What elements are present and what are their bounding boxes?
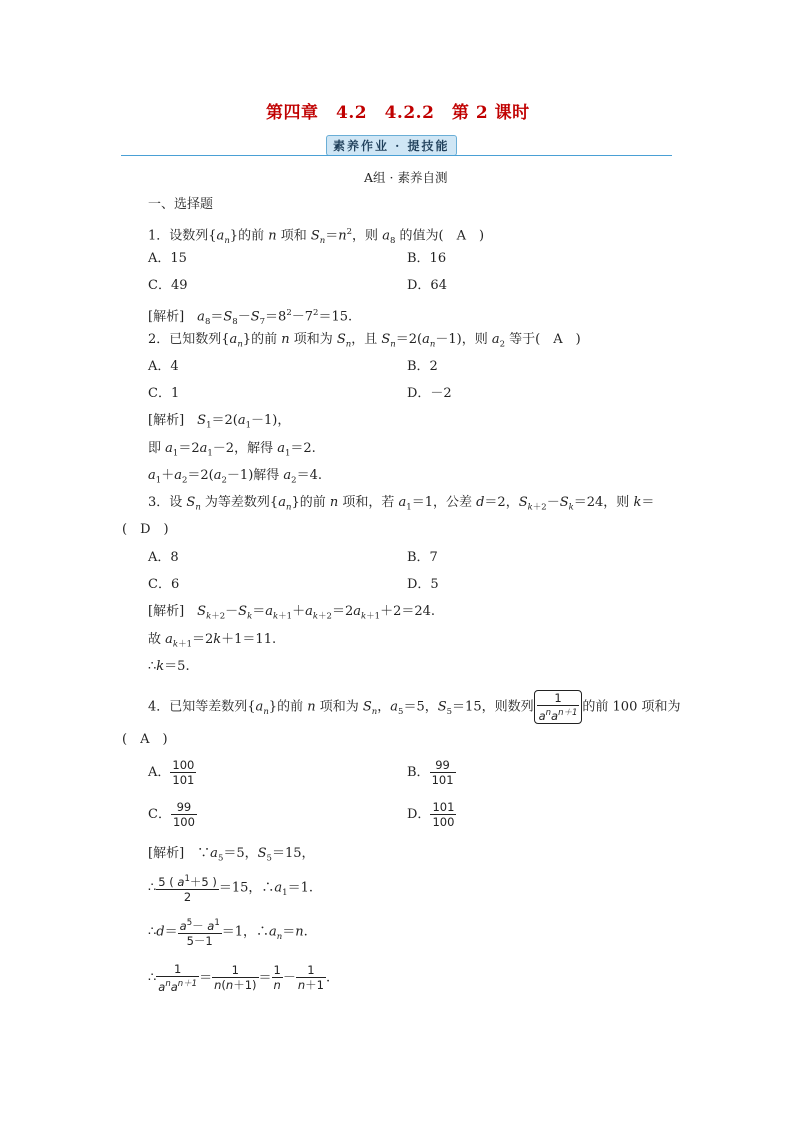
question-4-analysis-1: [解析] $\because a_5=5$，$S_5=15$， xyxy=(148,846,315,864)
question-2-stem: 2．已知数列$\{a_n\}$的前 n 项和为 $S_n$，且 $S_n=2(a_n-1)$，则 $a_2$ 等于( A ) xyxy=(148,332,581,350)
question-1-option-b: B．16 xyxy=(407,251,447,266)
question-2-option-c: C．1 xyxy=(148,386,180,401)
question-4-analysis-2: ∴ $\frac{5 ( a^1+5 )}{2}$ ＝15，$\therefore a_1=1$. xyxy=(148,874,313,904)
question-4-option-c: C． $\frac{99}{100}$ xyxy=(148,800,195,829)
question-1-stem: 1．设数列$\{a_n\}$的前 n 项和 $S_n=n^2$，则 $a_8$ 的值为( A ) xyxy=(148,227,485,246)
group-heading: A组 · 素养自测 xyxy=(364,170,448,185)
analysis-label: [解析] xyxy=(148,604,185,619)
question-3-analysis-3: ∴k＝5. xyxy=(148,659,190,674)
section-badge: 素养作业 · 提技能 xyxy=(326,135,457,156)
question-2-answer: A xyxy=(553,332,563,347)
question-2-analysis-2: 即 $a_1=2a_1-2$，解得 $a_1=2$. xyxy=(148,441,316,459)
question-2-option-a: A．4 xyxy=(148,359,179,374)
question-2-analysis-1: [解析] $S_1=2(a_1-1)$， xyxy=(148,413,291,431)
question-3-stem: 3．设 $S_n$ 为等差数列$\{a_n\}$的前 n 项和，若 $a_1=1$，公差 d＝2，$S_{k+2}-S_k=24$，则 k＝ xyxy=(148,495,655,513)
question-3-analysis-1: [解析] $S_{k+2}-S_k=a_{k+1}+a_{k+2}=2a_{k+1}+2=24$. xyxy=(148,604,436,622)
sequence-brace: $\frac{1}{a^na^{n+1}}$ xyxy=(534,690,583,724)
question-3-option-a: A．8 xyxy=(148,550,179,565)
question-3-answer-line: ( D ) xyxy=(122,522,169,537)
question-4-stem: 4．已知等差数列$\{a_n\}$的前 n 项和为 $S_n$，$a_5=5$，$S_5=15$，则数列 $\frac{1}{a^na^{n+1}}$ 的前 100 项和为 xyxy=(148,691,681,723)
question-3-answer: D xyxy=(140,522,151,537)
question-1-answer: A xyxy=(456,228,466,244)
question-1-analysis: [解析] $a_8=S_8-S_7=8^2-7^2=15$. xyxy=(148,308,353,327)
analysis-label: [解析] xyxy=(148,309,185,325)
header-divider xyxy=(121,155,672,156)
question-4-answer: A xyxy=(140,732,150,747)
question-4-analysis-3: ∴d＝ $\frac{a^5- a^1}{5-1}$ ＝1，$\therefore a_n=n$. xyxy=(148,918,308,948)
question-3-option-d: D．5 xyxy=(407,577,439,592)
question-3-option-c: C．6 xyxy=(148,577,180,592)
question-3-option-b: B．7 xyxy=(407,550,438,565)
question-4-option-d: D． $\frac{101}{100}$ xyxy=(407,800,455,829)
question-4-answer-line: ( A ) xyxy=(122,732,168,747)
section-heading: 一、选择题 xyxy=(148,197,214,212)
question-4-option-a: A． $\frac{100}{101}$ xyxy=(148,758,195,787)
question-4-option-b: B． $\frac{99}{101}$ xyxy=(407,758,454,787)
question-1-option-c: C．49 xyxy=(148,278,188,293)
question-1-option-a: A．15 xyxy=(148,251,187,266)
analysis-label: [解析] xyxy=(148,413,185,428)
question-3-analysis-2: 故 $a_{k+1}=2k+1=11$. xyxy=(148,632,277,650)
analysis-label: [解析] xyxy=(148,846,185,861)
question-2-analysis-3: $a_1+a_2=2(a_2-1)$解得 $a_2=4$. xyxy=(148,468,322,486)
question-2-option-d: D．－2 xyxy=(407,386,452,401)
page-title: 第四章 4.2 4.2.2 第 2 课时 xyxy=(266,103,530,123)
question-2-option-b: B．2 xyxy=(407,359,438,374)
question-1-option-d: D．64 xyxy=(407,278,447,293)
question-4-analysis-4: ∴ $\frac{1}{a^na^{n+1}}$ ＝ $\frac{1}{n(n+1)}$ ＝ $\frac{1}{n}$ － $\frac{1}{n+1}$ . xyxy=(148,962,331,994)
